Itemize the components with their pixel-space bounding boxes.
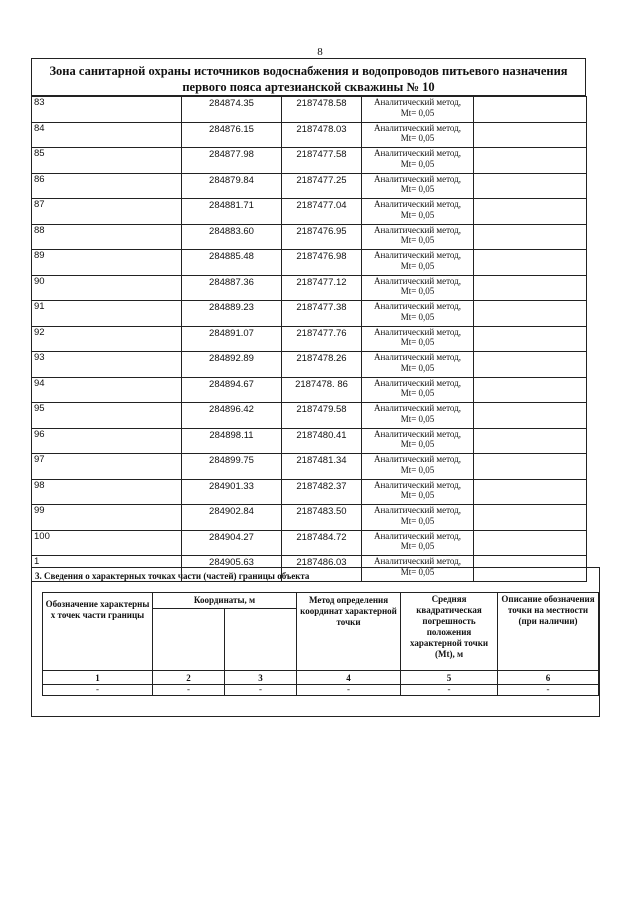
coordinate-y: 2187483.50: [282, 505, 362, 531]
error-value: Mt= 0,05: [400, 235, 435, 245]
coordinate-y: 2187478. 86: [282, 377, 362, 403]
column-number-1: 1: [43, 671, 153, 685]
point-number: 92: [32, 326, 182, 352]
error-value: Mt= 0,05: [400, 464, 435, 475]
method-cell: [362, 250, 474, 276]
coordinate-row: [32, 403, 587, 429]
point-number: 100: [32, 530, 182, 556]
error-value: Mt= 0,05: [400, 490, 435, 500]
method-text: Аналитический метод,: [373, 224, 462, 235]
empty-cell: [474, 377, 587, 403]
coordinate-x: 284904.27: [182, 530, 282, 556]
method-text: Аналитический метод,: [373, 428, 462, 439]
title-line-1: Зона санитарной охраны источников водоснабжения и водопроводов питьевого назначения: [49, 64, 568, 78]
method-text: Аналитический метод,: [373, 479, 462, 490]
coordinate-x: 284876.15: [182, 122, 282, 148]
coordinate-x: 284902.84: [182, 505, 282, 531]
coordinate-row: [32, 530, 587, 556]
coordinate-row: [32, 122, 587, 148]
method-text: Аналитический метод,: [373, 173, 462, 184]
coordinate-y: 2187478.03: [282, 122, 362, 148]
coordinate-row: [32, 301, 587, 327]
coordinate-y: 2187476.98: [282, 250, 362, 276]
method-cell: [362, 326, 474, 352]
point-number: 84: [32, 122, 182, 148]
coordinate-x: 284896.42: [182, 403, 282, 429]
point-number: 94: [32, 377, 182, 403]
point-number: 88: [32, 224, 182, 250]
coordinate-x: 284877.98: [182, 148, 282, 174]
empty-cell: [474, 326, 587, 352]
method-cell: [362, 428, 474, 454]
coordinate-y: 2187478.58: [282, 97, 362, 123]
coordinate-y: 2187477.25: [282, 173, 362, 199]
coordinate-y: 2187482.37: [282, 479, 362, 505]
coordinate-y: 2187477.58: [282, 148, 362, 174]
point-number: 90: [32, 275, 182, 301]
header-coordinate-y: [225, 609, 297, 671]
method-text: Аналитический метод,: [373, 530, 462, 541]
point-number: 86: [32, 173, 182, 199]
empty-cell: [474, 122, 587, 148]
column-number-6: 6: [498, 671, 599, 685]
error-value: Mt= 0,05: [400, 133, 435, 143]
coordinate-x: 284898.11: [182, 428, 282, 454]
coordinates-table-body: [32, 97, 587, 582]
method-cell: [362, 148, 474, 174]
coordinate-x: 284901.33: [182, 479, 282, 505]
empty-cell: [474, 250, 587, 276]
dash-cell-5: -: [401, 685, 498, 696]
coordinate-row: [32, 224, 587, 250]
error-value: Mt= 0,05: [400, 439, 435, 449]
coordinate-y: 2187477.12: [282, 275, 362, 301]
method-cell: [362, 352, 474, 378]
method-cell: [362, 301, 474, 327]
error-value: Mt= 0,05: [400, 184, 435, 194]
coordinate-x: 284881.71: [182, 199, 282, 225]
column-number-5: 5: [401, 671, 498, 685]
coordinate-y: 2187476.95: [282, 224, 362, 250]
section-3-title: 3. Сведения о характерных точках части (частей) границы объекта: [35, 571, 310, 581]
coordinate-x: 284889.23: [182, 301, 282, 327]
coordinate-row: [32, 479, 587, 505]
coordinate-x: 284891.07: [182, 326, 282, 352]
empty-cell: [474, 505, 587, 531]
empty-cell: [474, 403, 587, 429]
document-title: [31, 58, 586, 96]
coordinate-row: [32, 173, 587, 199]
method-text: Аналитический метод,: [373, 454, 462, 464]
error-value: Mt= 0,05: [400, 541, 435, 551]
dash-cell-3: -: [225, 685, 297, 696]
coordinate-y: 2187477.38: [282, 301, 362, 327]
empty-cell: [474, 275, 587, 301]
column-number-4: 4: [297, 671, 401, 685]
coordinate-row: [32, 454, 587, 480]
header-method: Метод определения координат характерной точки: [297, 593, 401, 671]
empty-cell: [474, 148, 587, 174]
error-value: Mt= 0,05: [400, 158, 435, 169]
coordinate-x: 284899.75: [182, 454, 282, 480]
title-line-2: первого пояса артезианской скважины № 10: [182, 80, 435, 94]
coordinate-row: [32, 428, 587, 454]
empty-cell: [474, 224, 587, 250]
coordinate-y: 2187478.26: [282, 352, 362, 378]
point-number: 85: [32, 148, 182, 174]
method-text: Аналитический метод,: [373, 301, 462, 311]
method-cell: [362, 454, 474, 480]
dash-cell-2: -: [153, 685, 225, 696]
header-point-designation: Обозначение характерны х точек части границы: [43, 593, 153, 671]
section-3: [31, 567, 600, 717]
method-cell: [362, 224, 474, 250]
header-description: Описание обозначения точки на местности (при наличии): [498, 593, 599, 671]
coordinate-y: 2187477.76: [282, 326, 362, 352]
coordinate-row: [32, 352, 587, 378]
method-text: Аналитический метод,: [373, 250, 462, 260]
coordinate-x: 284894.67: [182, 377, 282, 403]
error-value: Mt= 0,05: [400, 107, 435, 118]
method-text: Аналитический метод,: [373, 97, 462, 107]
empty-cell: [474, 352, 587, 378]
coordinate-row: [32, 250, 587, 276]
empty-cell: [474, 199, 587, 225]
method-text: Аналитический метод,: [373, 199, 462, 209]
dash-cell-6: -: [498, 685, 599, 696]
error-value: Mt= 0,05: [400, 260, 435, 271]
method-cell: [362, 505, 474, 531]
method-cell: [362, 403, 474, 429]
coordinate-y: 2187484.72: [282, 530, 362, 556]
empty-cell: [474, 173, 587, 199]
coordinate-x: 284892.89: [182, 352, 282, 378]
point-number: 89: [32, 250, 182, 276]
header-error: Средняя квадратическая погрешность положения характерной точки (Mt), м: [401, 593, 498, 671]
coordinate-row: [32, 505, 587, 531]
coordinate-row: [32, 199, 587, 225]
coordinate-y: 2187479.58: [282, 403, 362, 429]
method-cell: [362, 377, 474, 403]
method-text: Аналитический метод,: [373, 122, 462, 133]
method-text: Аналитический метод,: [373, 377, 462, 388]
coordinate-x: 284885.48: [182, 250, 282, 276]
method-text: Аналитический метод,: [373, 148, 462, 158]
error-value: Mt= 0,05: [400, 337, 435, 347]
method-cell: [362, 122, 474, 148]
method-text: Аналитический метод,: [373, 275, 462, 286]
coordinate-y: 2187481.34: [282, 454, 362, 480]
empty-cell: [474, 97, 587, 123]
error-value: Mt= 0,05: [400, 515, 435, 526]
method-text: Аналитический метод,: [373, 505, 462, 515]
column-number-3: 3: [225, 671, 297, 685]
method-cell: [362, 479, 474, 505]
coordinate-x: 284883.60: [182, 224, 282, 250]
empty-cell: [474, 454, 587, 480]
coordinate-row: [32, 97, 587, 123]
empty-cell: [474, 479, 587, 505]
error-value: Mt= 0,05: [400, 566, 435, 577]
coordinate-y: 2187486.03: [282, 556, 362, 582]
error-value: Mt= 0,05: [400, 311, 435, 322]
coordinate-row: [32, 326, 587, 352]
method-cell: [362, 199, 474, 225]
method-cell: [362, 97, 474, 123]
empty-cell: [474, 530, 587, 556]
coordinates-table: [31, 96, 587, 582]
method-text: Аналитический метод,: [373, 556, 462, 566]
coordinate-x: 284887.36: [182, 275, 282, 301]
section-3-table: [42, 592, 599, 696]
coordinate-x: 284905.63: [182, 556, 282, 582]
point-number: 87: [32, 199, 182, 225]
header-coordinate-x: [153, 609, 225, 671]
point-number: 99: [32, 505, 182, 531]
page-number: 8: [317, 46, 323, 58]
error-value: Mt= 0,05: [400, 413, 435, 424]
error-value: Mt= 0,05: [400, 388, 435, 398]
point-number: 83: [32, 97, 182, 123]
empty-cell: [474, 428, 587, 454]
method-cell: [362, 275, 474, 301]
error-value: Mt= 0,05: [400, 362, 435, 373]
error-value: Mt= 0,05: [400, 286, 435, 296]
method-cell: [362, 530, 474, 556]
dash-cell-4: -: [297, 685, 401, 696]
method-text: Аналитический метод,: [373, 352, 462, 362]
column-number-2: 2: [153, 671, 225, 685]
point-number: 1: [32, 556, 182, 582]
coordinate-row: [32, 377, 587, 403]
header-coordinates: Координаты, м: [153, 593, 297, 609]
coordinate-x: 284879.84: [182, 173, 282, 199]
method-text: Аналитический метод,: [373, 403, 462, 413]
coordinate-x: 284874.35: [182, 97, 282, 123]
coordinate-y: 2187477.04: [282, 199, 362, 225]
point-number: 95: [32, 403, 182, 429]
dash-cell-1: -: [43, 685, 153, 696]
empty-cell: [474, 301, 587, 327]
error-value: Mt= 0,05: [400, 209, 435, 220]
coordinate-y: 2187480.41: [282, 428, 362, 454]
point-number: 97: [32, 454, 182, 480]
point-number: 96: [32, 428, 182, 454]
point-number: 93: [32, 352, 182, 378]
method-text: Аналитический метод,: [373, 326, 462, 337]
coordinate-row: [32, 275, 587, 301]
point-number: 91: [32, 301, 182, 327]
coordinate-row: [32, 148, 587, 174]
point-number: 98: [32, 479, 182, 505]
method-cell: [362, 173, 474, 199]
